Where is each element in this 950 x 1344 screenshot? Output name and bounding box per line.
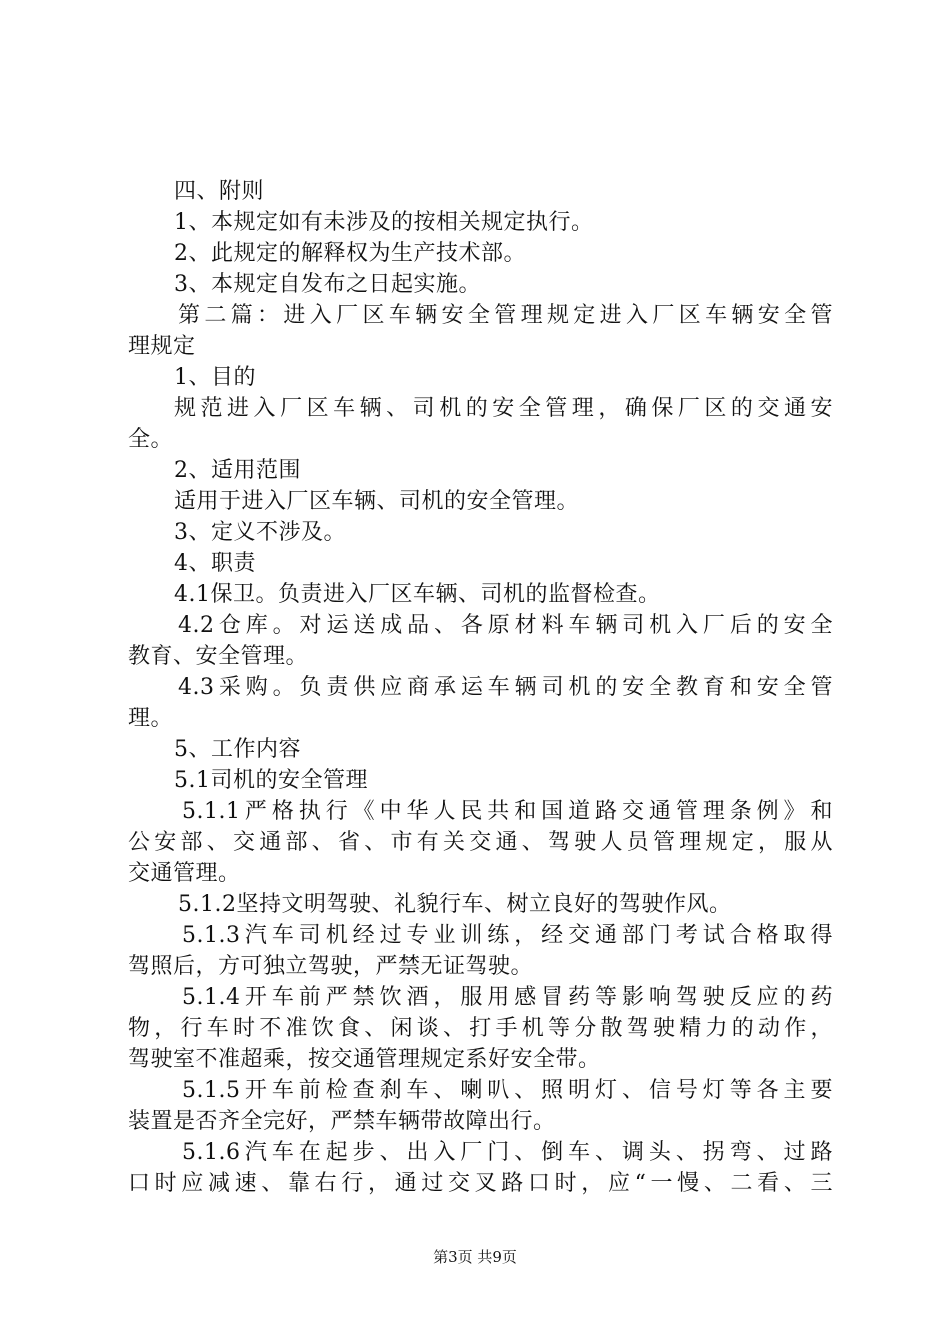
body-text-line: 物，行车时不准饮食、闲谈、打手机等分散驾驶精力的动作， (128, 1016, 833, 1041)
body-text-line: 驾照后，方可独立驾驶，严禁无证驾驶。 (128, 954, 534, 979)
body-text-line: 第二篇：进入厂区车辆安全管理规定进入厂区车辆安全管 (178, 303, 833, 328)
body-text-line: 驾驶室不准超乘，按交通管理规定系好安全带。 (128, 1047, 601, 1072)
body-text-line: 5.1.4开车前严禁饮酒，服用感冒药等影响驾驶反应的药 (182, 985, 833, 1010)
page-number-footer: 第3页 共9页 (433, 1248, 517, 1266)
body-text-line: 理。 (128, 706, 174, 731)
document-body (128, 176, 833, 1199)
body-text-line: 4、职责 (174, 551, 256, 576)
body-text-line: 全。 (128, 427, 174, 452)
body-text-line: 3、本规定自发布之日起实施。 (174, 272, 481, 297)
body-text-line: 教育、安全管理。 (128, 644, 309, 669)
body-text-line: 5、工作内容 (174, 737, 301, 762)
body-text-line: 5.1.6汽车在起步、出入厂门、倒车、调头、拐弯、过路 (182, 1140, 833, 1165)
body-text-line: 口时应减速、靠右行，通过交叉路口时，应“一慢、二看、三 (128, 1171, 833, 1196)
body-text-line: 适用于进入厂区车辆、司机的安全管理。 (174, 489, 580, 514)
body-text-line: 2、此规定的解释权为生产技术部。 (174, 241, 526, 266)
body-text-line: 理规定 (128, 334, 196, 359)
body-text-line: 2、适用范围 (174, 458, 301, 483)
body-text-line: 1、本规定如有未涉及的按相关规定执行。 (174, 210, 594, 235)
body-text-line: 规范进入厂区车辆、司机的安全管理，确保厂区的交通安 (174, 396, 833, 421)
body-text-line: 4.3采购。负责供应商承运车辆司机的安全教育和安全管 (178, 675, 833, 700)
body-text-line: 交通管理。 (128, 861, 241, 886)
body-text-line: 5.1.5开车前检查刹车、喇叭、照明灯、信号灯等各主要 (182, 1078, 833, 1103)
body-text-line: 5.1.3汽车司机经过专业训练，经交通部门考试合格取得 (182, 923, 833, 948)
body-text-line: 1、目的 (174, 365, 256, 390)
body-text-line: 装置是否齐全完好，严禁车辆带故障出行。 (128, 1109, 556, 1134)
body-text-line: 3、定义不涉及。 (174, 520, 346, 545)
body-text-line: 4.2仓库。对运送成品、各原材料车辆司机入厂后的安全 (178, 613, 833, 638)
body-text-line: 5.1.2坚持文明驾驶、礼貌行车、树立良好的驾驶作风。 (178, 892, 732, 917)
body-text-line: 四、附则 (174, 179, 265, 204)
body-text-line: 公安部、交通部、省、市有关交通、驾驶人员管理规定，服从 (128, 830, 833, 855)
body-text-line: 4.1保卫。负责进入厂区车辆、司机的监督检查。 (174, 582, 661, 607)
body-text-line: 5.1司机的安全管理 (174, 768, 368, 793)
body-text-line: 5.1.1严格执行《中华人民共和国道路交通管理条例》和 (182, 799, 833, 824)
